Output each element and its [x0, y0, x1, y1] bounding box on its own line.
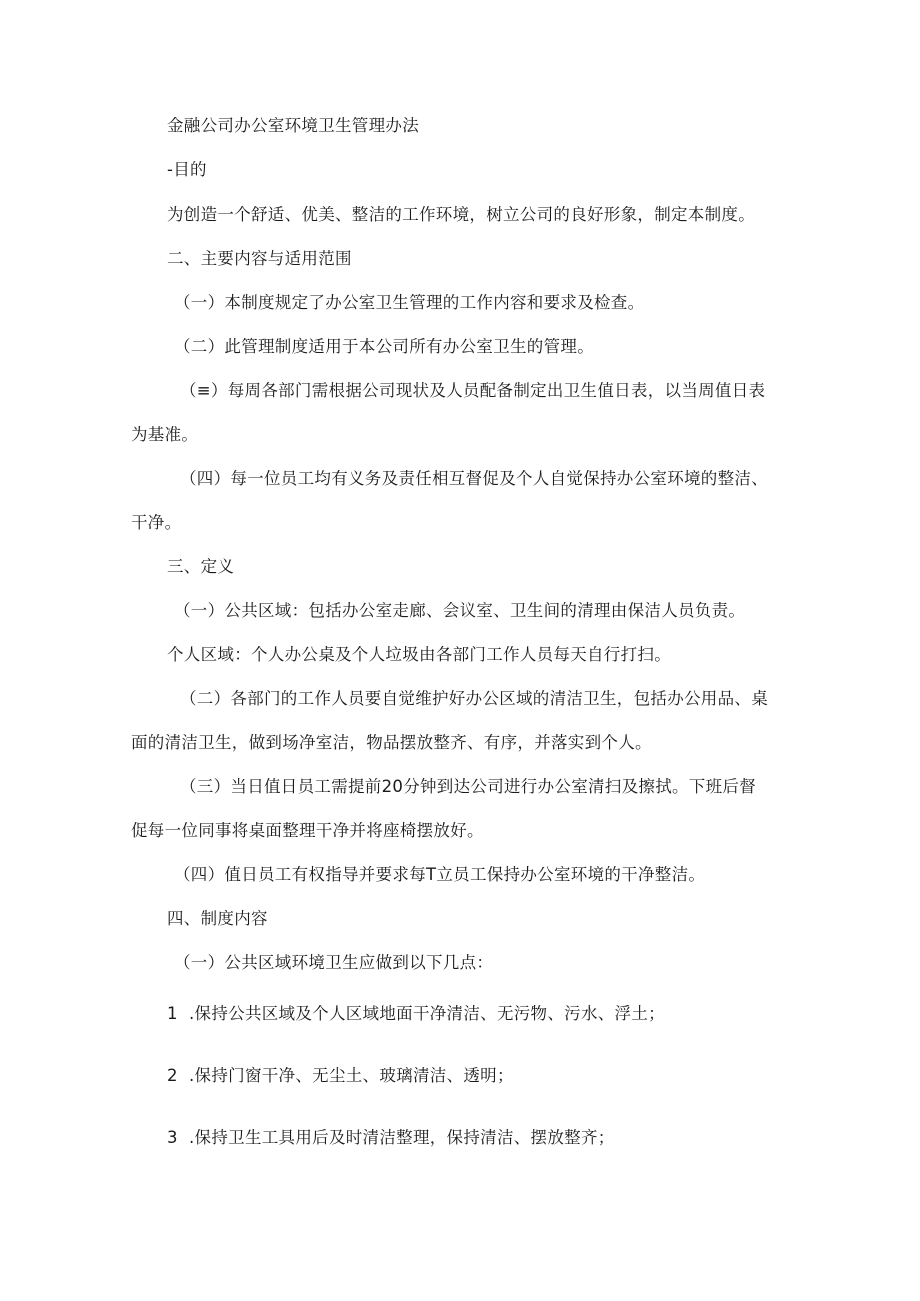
list-item-number: 1 — [167, 1004, 178, 1023]
section-2-item-4-line-1: （四）每一位员工均有义务及责任相互督促及个人自觉保持办公室环境的整洁、 — [180, 469, 768, 488]
section-3-item-1-continuation: 个人区域：个人办公桌及个人垃圾由各部门工作人员每天自行打扫。 — [167, 645, 671, 664]
section-1-text: 为创造一个舒适、优美、整洁的工作环境，树立公司的良好形象，制定本制度。 — [167, 205, 755, 224]
section-3-item-4: （四）值日员工有权指导并要求每T立员工保持办公室环境的干净整洁。 — [174, 865, 706, 884]
list-item-number: 2 — [167, 1066, 178, 1085]
section-2-item-2: （二）此管理制度适用于本公司所有办公室卫生的管理。 — [174, 337, 594, 356]
section-2-item-1: （一）本制度规定了办公室卫生管理的工作内容和要求及检查。 — [174, 293, 645, 312]
section-3-item-2-line-2: 面的清洁卫生，做到场净室洁，物品摆放整齐、有序，并落实到个人。 — [131, 733, 652, 752]
section-3-heading: 三、定义 — [167, 557, 235, 576]
section-2-item-3-line-2: 为基准。 — [131, 425, 199, 444]
list-item — [167, 1066, 514, 1086]
section-3-item-1: （一）公共区域：包括办公室走廊、会议室、卫生间的清理由保洁人员负责。 — [174, 601, 746, 620]
list-item — [167, 1004, 665, 1024]
document-title: 金融公司办公室环境卫生管理办法 — [167, 116, 419, 135]
section-3-item-3-line-1: （三）当日值日员工需提前20分钟到达公司进行办公室清扫及擦拭。下班后督 — [180, 777, 756, 796]
section-3-item-3-line-2: 促每一位同事将桌面整理干净并将座椅摆放好。 — [131, 821, 484, 840]
section-2-item-3-line-1: （≡）每周各部门需根据公司现状及人员配备制定出卫生值日表，以当周值日表 — [180, 381, 766, 400]
section-2-heading: 二、主要内容与适用范围 — [167, 249, 352, 268]
section-1-heading: -目的 — [167, 160, 207, 179]
list-item-text: .保持门窗干净、无尘土、玻璃清洁、透明； — [189, 1066, 514, 1085]
list-item-number: 3 — [167, 1128, 178, 1147]
section-4-heading: 四、制度内容 — [167, 909, 268, 928]
section-4-item-1: （一）公共区域环境卫生应做到以下几点： — [174, 953, 494, 972]
list-item — [167, 1128, 615, 1148]
section-3-item-2-line-1: （二）各部门的工作人员要自觉维护好办公区域的清洁卫生，包括办公用品、桌 — [180, 689, 768, 708]
list-item-text: .保持公共区域及个人区域地面干净清洁、无污物、污水、浮土； — [189, 1004, 665, 1023]
section-2-item-4-line-2: 干净。 — [131, 513, 182, 532]
list-item-text: .保持卫生工具用后及时清洁整理，保持清洁、摆放整齐； — [189, 1128, 615, 1147]
